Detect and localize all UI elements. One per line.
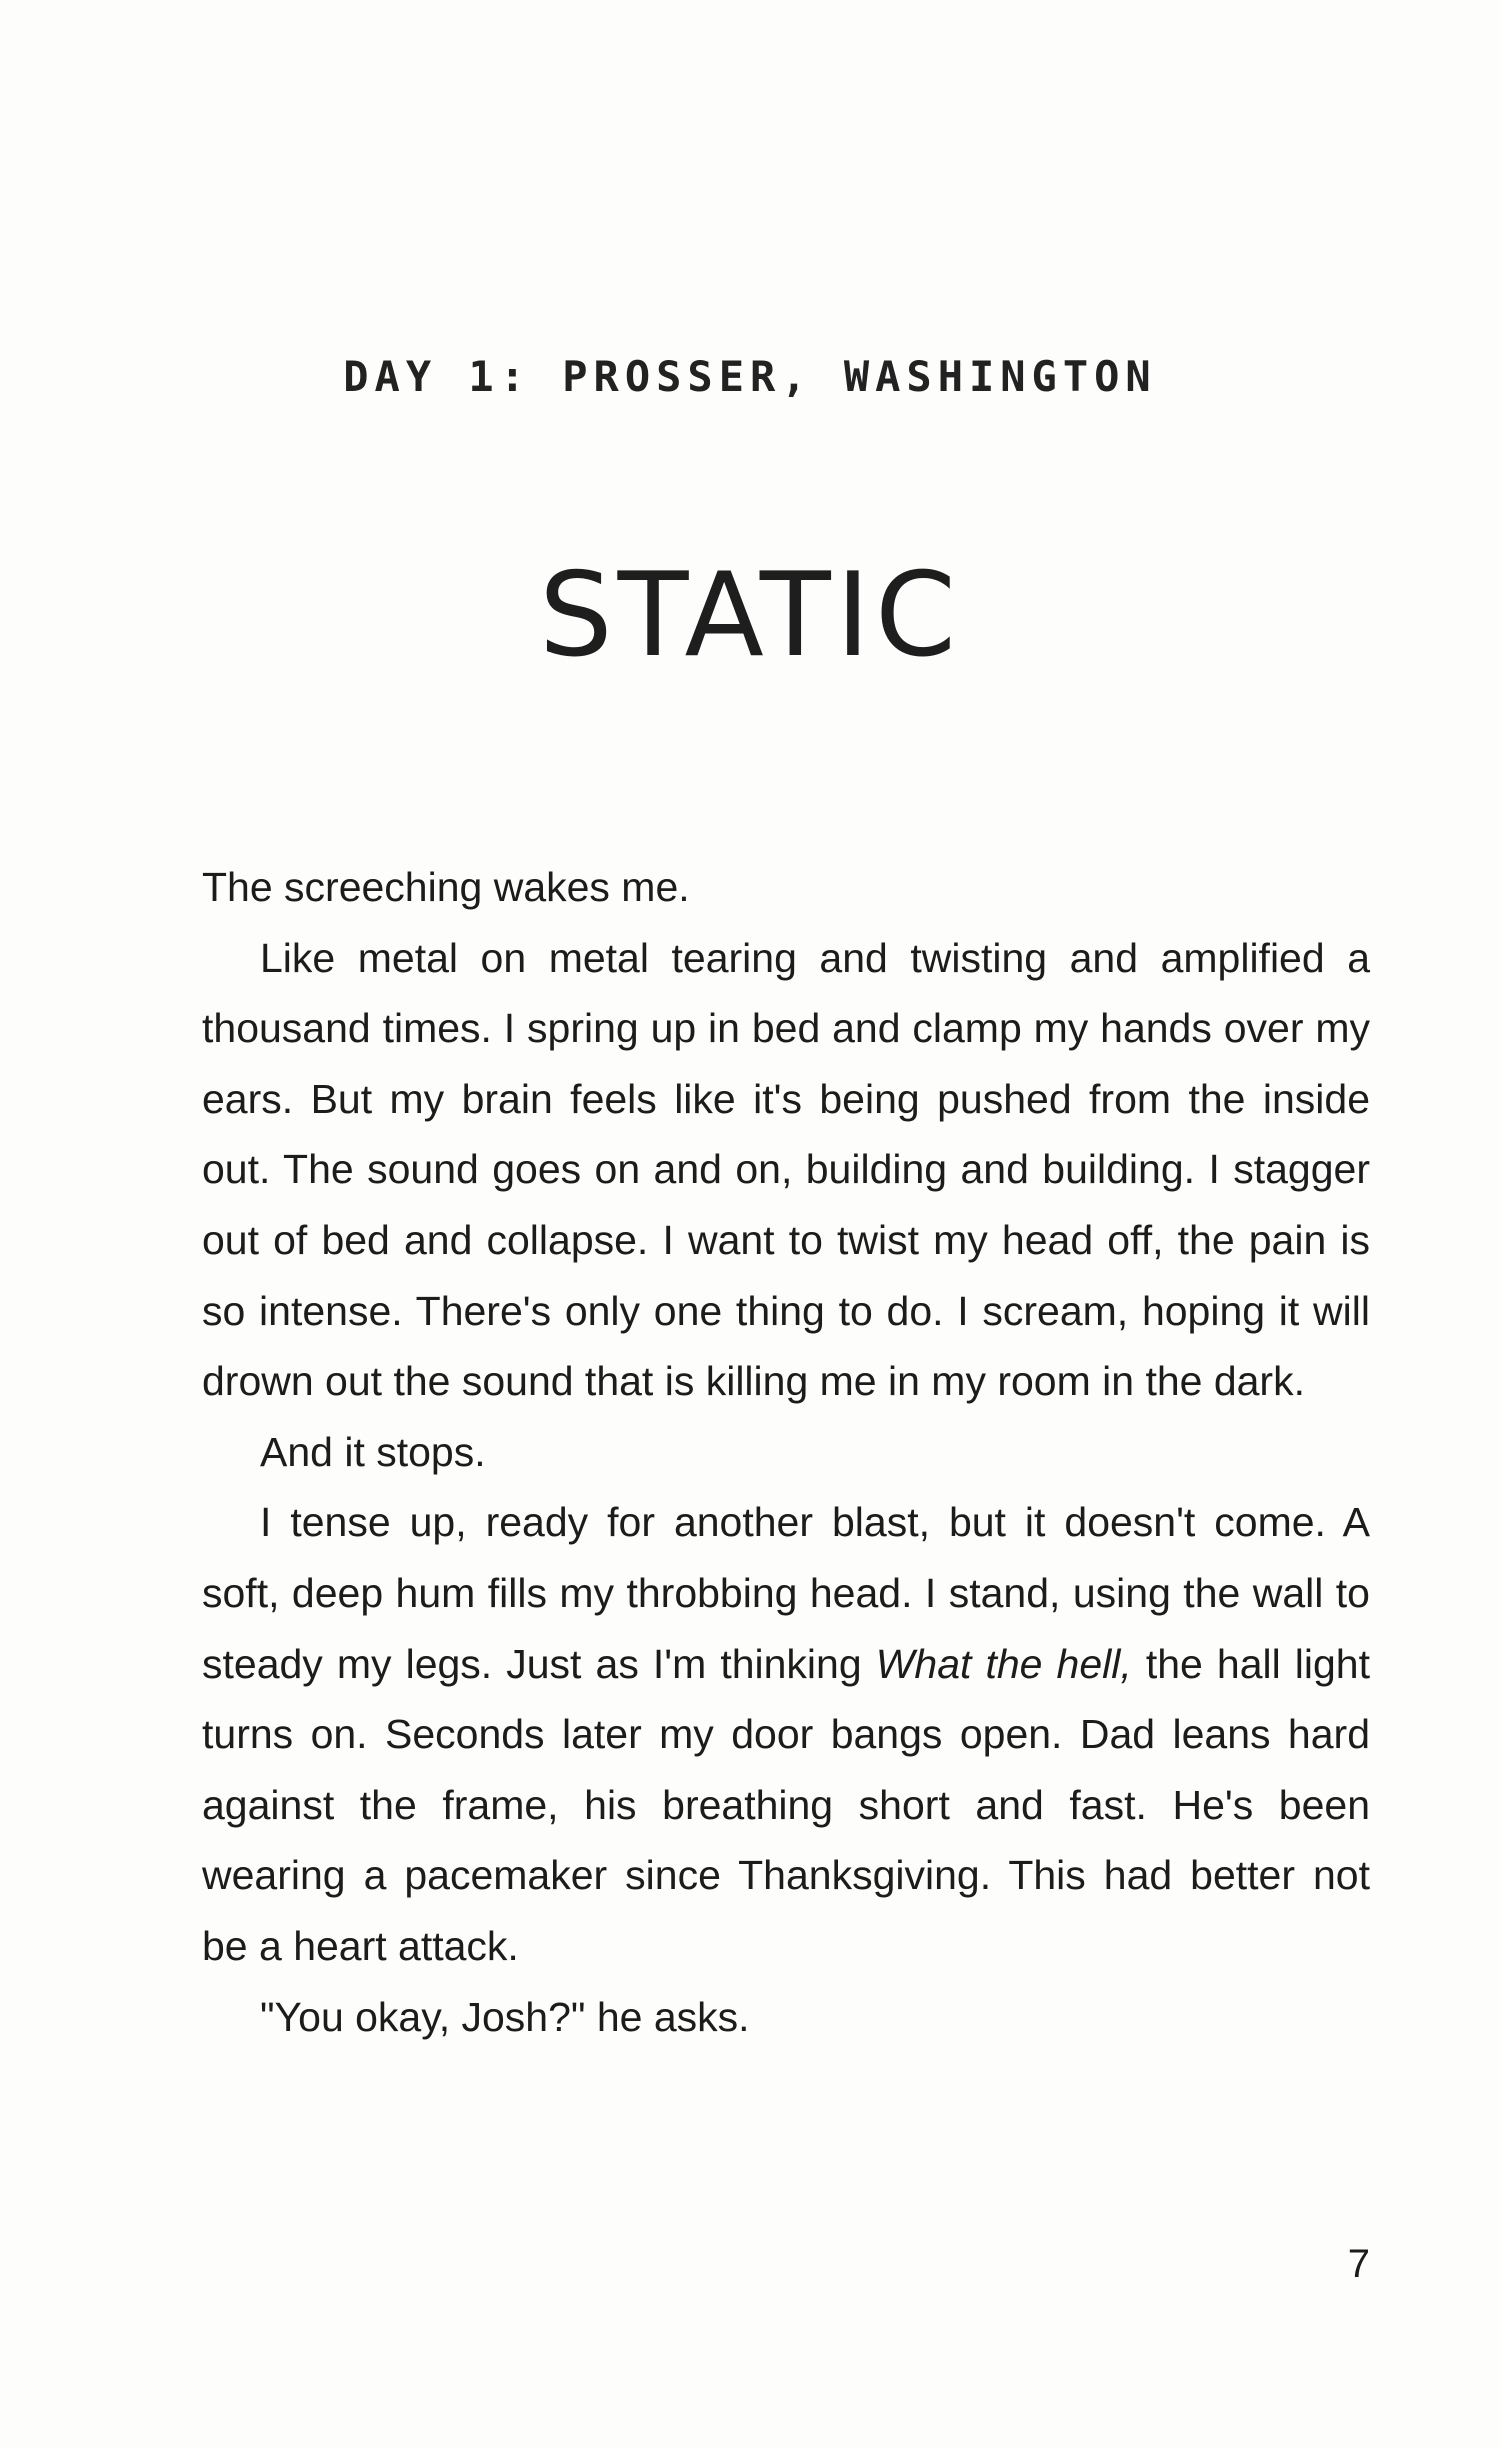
day-location-heading: DAY 1: PROSSER, WASHINGTON	[343, 352, 1157, 401]
paragraph-2: Like metal on metal tearing and twisting and amplified a thousand times. I spring up in bed and clamp my hands over my ears. But my brain feels like it's being pushed from the inside out. The sound goes on and on, building and building. I stagger out of bed and collapse. I want to twist my head off, the pain is so intense. There's only one thing to do. I scream, hoping it will drown out the sound that is killing me in my room in the dark.	[202, 934, 1370, 1405]
paragraph-1: The screeching wakes me.	[202, 864, 690, 910]
body-text	[202, 852, 1370, 2052]
paragraph-4-text-after: the hall light turns on. Seconds later my door bangs open. Dad leans hard against the frame, his breathing short and fast. He's been wearing a pacemaker since Thanksgiving. This had better not be a heart attack.	[202, 1640, 1370, 1969]
paragraph-5: "You okay, Josh?" he asks.	[260, 1993, 750, 2040]
paragraph-3: And it stops.	[260, 1428, 486, 1475]
paragraph-4-text-before: I tense up, ready for another blast, but it doesn't come. A soft, deep hum fills my throbbing head. I stand, using the wall to steady my legs. Just as I'm thinking	[202, 1499, 1370, 1687]
paragraph-4-italic-phrase: What the hell,	[875, 1640, 1132, 1687]
paragraph-4	[202, 1487, 1370, 1981]
chapter-title: STATIC	[539, 548, 961, 683]
page-number: 7	[1347, 2242, 1370, 2286]
